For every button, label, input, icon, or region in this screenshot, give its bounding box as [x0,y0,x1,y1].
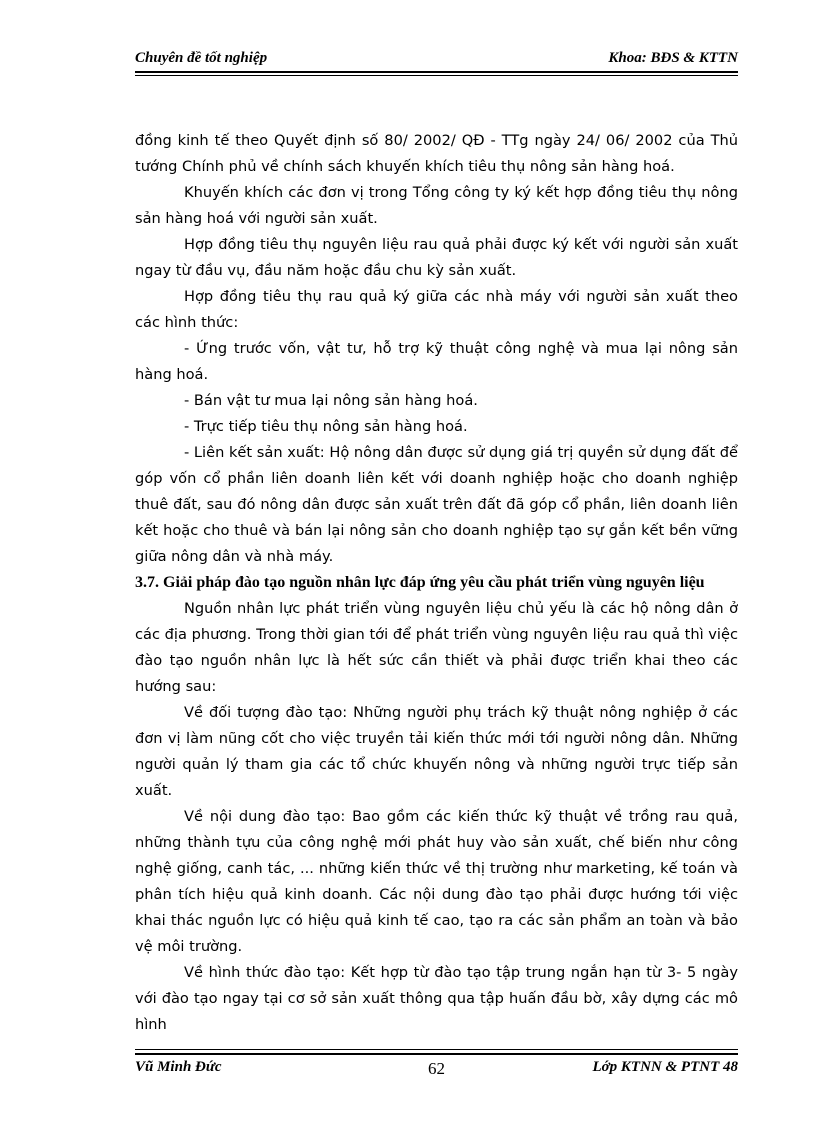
paragraph-continued: đồng kinh tế theo Quyết định số 80/ 2002/ QĐ - TTg ngày 24/ 06/ 2002 của Thủ tướng Chính phủ về chính sách khuyến khích tiêu thụ nông sản hàng hoá. [135,132,738,175]
list-item: - Trực tiếp tiêu thụ nông sản hàng hoá. [184,418,468,435]
page-body [135,128,738,1038]
paragraph: Về hình thức đào tạo: Kết hợp từ đào tạo tập trung ngắn hạn từ 3- 5 ngày với đào tạo ngay tại cơ sở sản xuất thông qua tập huấn đầu bờ, xây dựng các mô hình [135,964,738,1033]
section-heading: 3.7. Giải pháp đào tạo nguồn nhân lực đáp ứng yêu cầu phát triển vùng nguyên liệu [135,574,705,591]
page-footer [135,1055,738,1085]
header-document-type: Chuyên đề tốt nghiệp [135,50,268,66]
footer-rule-thin [135,1049,738,1050]
paragraph: Về nội dung đào tạo: Bao gồm các kiến thức kỹ thuật về trồng rau quả, những thành tựu của công nghệ mới phát huy vào sản xuất, chế biến như công nghệ giống, canh tác, ... những kiến thức về thị trường như marketing, kế toán và phân tích hiệu quả kinh doanh. Các nội dung đào tạo phải được hướng tới việc khai thác nguồn lực có hiệu quả kinh tế cao, tạo ra các sản phẩm an toàn và bảo vệ môi trường. [135,808,738,955]
paragraph: Hợp đồng tiêu thụ rau quả ký giữa các nhà máy với người sản xuất theo các hình thức: [135,288,738,331]
header-faculty: Khoa: BĐS & KTTN [608,50,738,66]
paragraph: Nguồn nhân lực phát triển vùng nguyên liệu chủ yếu là các hộ nông dân ở các địa phương. Trong thời gian tới để phát triển vùng nguyên liệu rau quả thì việc đào tạo nguồn nhân lực là hết sức cần thiết và phải được triển khai theo các hướng sau: [135,600,738,695]
paragraph: Hợp đồng tiêu thụ nguyên liệu rau quả phải được ký kết với người sản xuất ngay từ đầu vụ, đầu năm hoặc đầu chu kỳ sản xuất. [135,236,738,279]
footer-class: Lớp KTNN & PTNT 48 [592,1059,738,1075]
paragraph: Khuyến khích các đơn vị trong Tổng công ty ký kết hợp đồng tiêu thụ nông sản hàng hoá với người sản xuất. [135,184,738,227]
list-item: - Ứng trước vốn, vật tư, hỗ trợ kỹ thuật công nghệ và mua lại nông sản hàng hoá. [135,340,738,383]
header-rule-thin [135,75,738,76]
paragraph: Về đối tượng đào tạo: Những người phụ trách kỹ thuật nông nghiệp ở các đơn vị làm nũng cốt cho việc truyền tải kiến thức mới tới người nông dân. Những người quản lý tham gia các tổ chức khuyến nông và những người trực tiếp sản xuất. [135,704,738,799]
page-number: 62 [428,1059,445,1078]
list-item: - Bán vật tư mua lại nông sản hàng hoá. [184,392,478,409]
footer-author: Vũ Minh Đức [135,1059,222,1075]
header-rule-thick [135,71,738,73]
list-item: - Liên kết sản xuất: Hộ nông dân được sử dụng giá trị quyền sử dụng đất để góp vốn cổ phần liên doanh liên kết với doanh nghiệp hoặc cho doanh nghiệp thuê đất, sau đó nông dân được sản xuất trên đất đã góp cổ phần, liên doanh liên kết hoặc cho thuê và bán lại nông sản cho doanh nghiệp tạo sự gắn kết bền vững giữa nông dân và nhà máy. [135,444,738,565]
